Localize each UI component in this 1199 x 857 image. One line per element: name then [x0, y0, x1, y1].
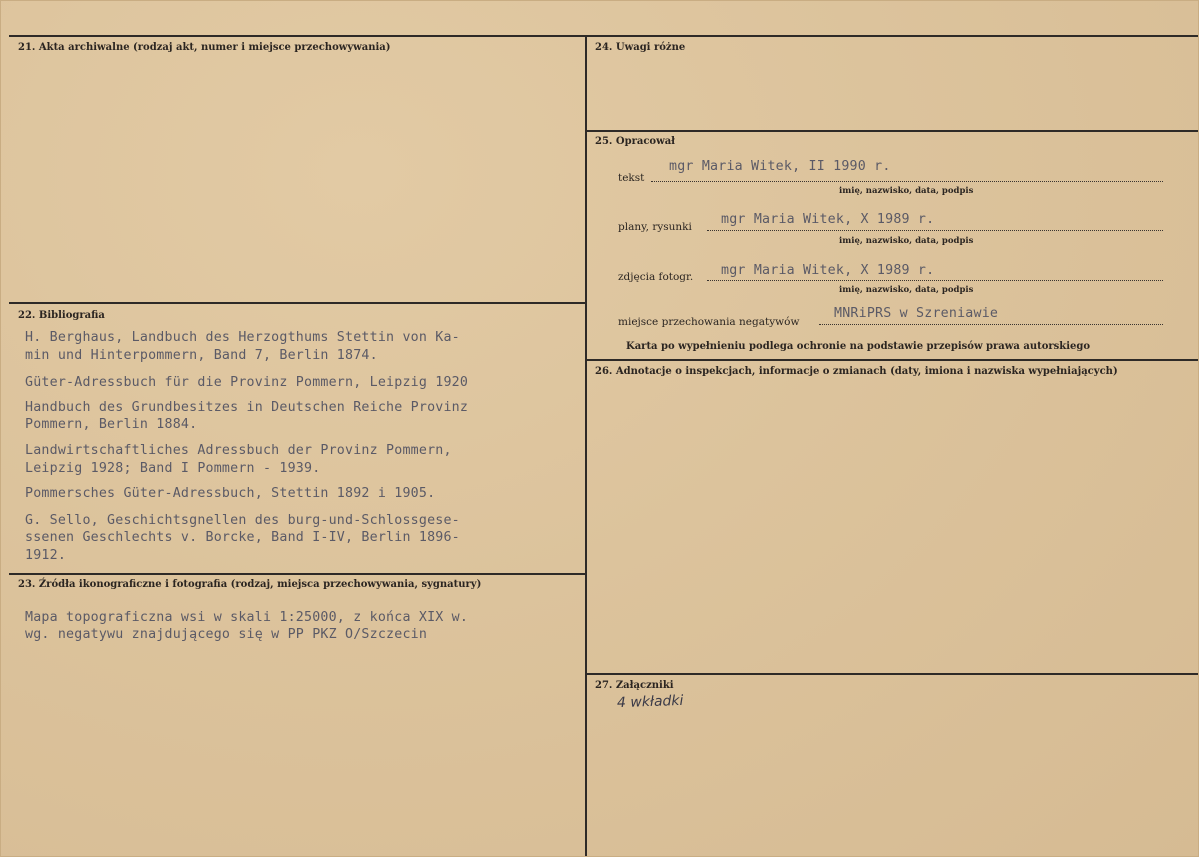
plany-label: plany, rysunki	[618, 221, 692, 233]
iconography-line: Mapa topograficzna wsi w skali 1:25000, z końca XIX w.	[25, 610, 469, 625]
bibliography-line: Güter-Adressbuch für die Provinz Pommern, Leipzig 1920	[25, 375, 469, 390]
section-21-header: 21. Akta archiwalne (rodzaj akt, numer i miejsce przechowywania)	[18, 42, 391, 53]
section-22-header: 22. Bibliografia	[18, 310, 105, 321]
rule-22	[9, 302, 586, 304]
rule-23	[9, 573, 586, 575]
negatywy-label: miejsce przechowania negatywów	[618, 316, 800, 328]
top-rule	[9, 35, 1198, 37]
bibliography-line: min und Hinterpommern, Band 7, Berlin 1874.	[25, 348, 378, 363]
bibliography-line: G. Sello, Geschichtsgnellen des burg-und-Schlossgese-	[25, 513, 460, 528]
zdjecia-sublabel: imię, nazwisko, data, podpis	[839, 285, 974, 295]
plany-sublabel: imię, nazwisko, data, podpis	[839, 236, 974, 246]
tekst-sublabel: imię, nazwisko, data, podpis	[839, 186, 974, 196]
section-23-header: 23. Źródła ikonograficzne i fotografia (rodzaj, miejsca przechowywania, sygnatury)	[18, 579, 482, 590]
bibliography-line: Leipzig 1928; Band I Pommern - 1939.	[25, 461, 321, 476]
negatywy-dotted-line	[819, 324, 1163, 325]
center-divider	[585, 35, 587, 857]
zdjecia-value: mgr Maria Witek, X 1989 r.	[721, 263, 935, 278]
bibliography-line: 1912.	[25, 548, 67, 563]
rule-27	[586, 673, 1198, 675]
tekst-dotted-line	[651, 181, 1163, 182]
bibliography-line: Landwirtschaftliches Adressbuch der Provinz Pommern,	[25, 443, 452, 458]
iconography-line: wg. negatywu znajdującego się w PP PKZ O/Szczecin	[25, 627, 428, 642]
plany-dotted-line	[707, 230, 1163, 231]
bibliography-line: H. Berghaus, Landbuch des Herzogthums Stettin von Ka-	[25, 330, 460, 345]
section-25-header: 25. Opracował	[595, 136, 676, 147]
tekst-label: tekst	[618, 172, 645, 184]
bibliography-line: Handbuch des Grundbesitzes in Deutschen Reiche Provinz	[25, 400, 469, 415]
rule-25	[586, 130, 1198, 132]
zdjecia-dotted-line	[707, 280, 1163, 281]
copyright-note: Karta po wypełnieniu podlega ochronie na podstawie przepisów prawa autorskiego	[626, 341, 1091, 352]
bibliography-line: ssenen Geschlechts v. Borcke, Band I-IV, Berlin 1896-	[25, 530, 460, 545]
plany-value: mgr Maria Witek, X 1989 r.	[721, 212, 935, 227]
section-26-header: 26. Adnotacje o inspekcjach, informacje o zmianach (daty, imiona i nazwiska wypełniających)	[595, 366, 1118, 377]
section-27-header: 27. Załączniki	[595, 680, 674, 691]
negatywy-value: MNRiPRS w Szreniawie	[834, 306, 999, 321]
bibliography-line: Pommern, Berlin 1884.	[25, 417, 198, 432]
attachments-handwritten-note: 4 wkładki	[616, 692, 684, 712]
bibliography-line: Pommersches Güter-Adressbuch, Stettin 1892 i 1905.	[25, 486, 436, 501]
tekst-value: mgr Maria Witek, II 1990 r.	[669, 159, 891, 174]
section-24-header: 24. Uwagi różne	[595, 42, 686, 53]
rule-26	[586, 359, 1198, 361]
zdjecia-label: zdjęcia fotogr.	[618, 271, 694, 283]
